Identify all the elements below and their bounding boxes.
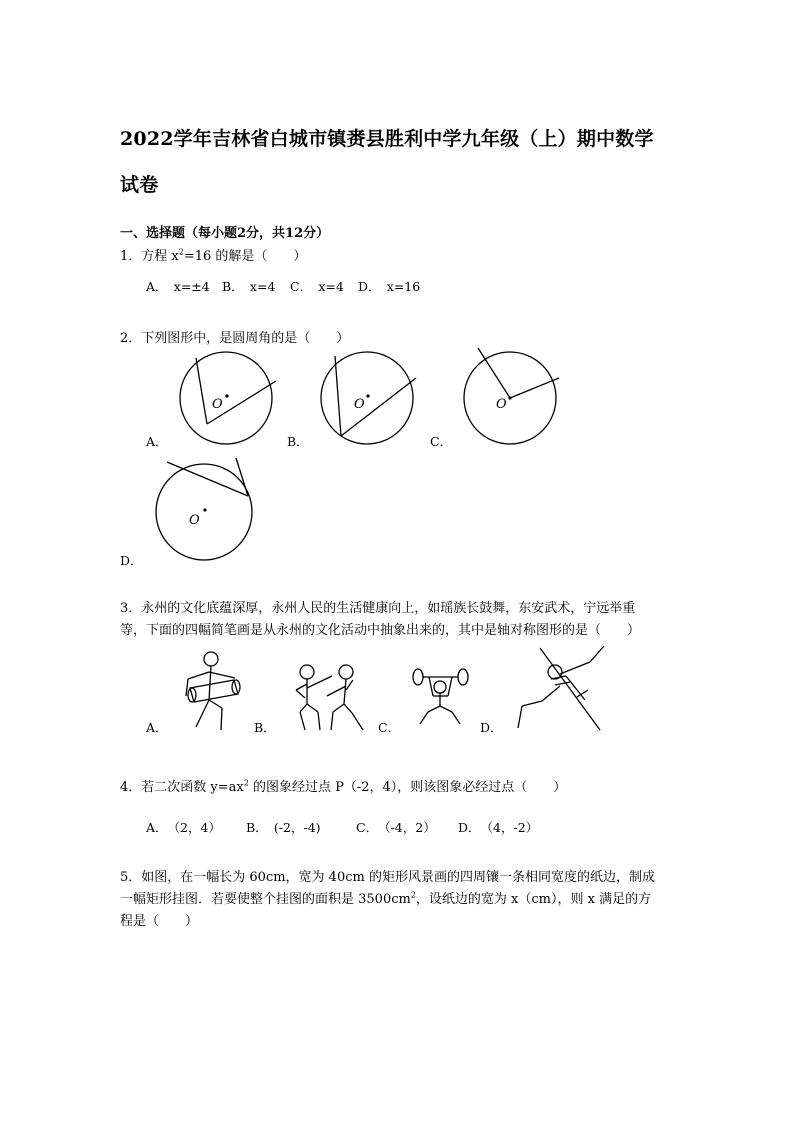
question-1: 1．方程 $x^2=16$ 的解是（ ）: [120, 247, 307, 264]
question-3-line1: 3．永州的文化底蕴深厚，永州人民的生活健康向上，如瑶族长鼓舞，东安武术，宁远举重: [120, 601, 636, 616]
q2-option-a[interactable]: A．: [146, 434, 168, 449]
page-title-continued: 试卷: [120, 174, 159, 196]
q2-option-d[interactable]: D．: [120, 553, 143, 568]
q2-c-center-label: O: [496, 397, 507, 412]
q4-option-b[interactable]: B． (-2，-4): [246, 820, 321, 835]
q1-option-c[interactable]: C． x=4: [290, 279, 344, 294]
question-4: 4．若二次函数 $y=ax^2$ 的图象经过点 P（-2，4），则该图象必经过点（ ）: [120, 778, 567, 795]
question-5-line1: 5．如图，在一幅长为 60cm，宽为 40cm 的矩形风景画的四周镶一条相同宽度的纸边，制成: [120, 870, 655, 885]
q2-option-c[interactable]: C．: [430, 434, 453, 449]
q2-a-center-label: O: [212, 397, 223, 412]
q3-option-c[interactable]: C．: [378, 720, 401, 735]
q1-option-a[interactable]: A． x=±4: [146, 279, 210, 294]
q1-option-b[interactable]: B． x=4: [222, 279, 276, 294]
q2-figure-a: [180, 352, 276, 444]
q3-figure-d: [518, 646, 604, 730]
q2-figure-c: [464, 348, 559, 444]
page-title: 2022学年吉林省白城市镇赉县胜利中学九年级（上）期中数学: [120, 128, 654, 150]
q3-figure-c: [413, 669, 468, 724]
q3-option-b[interactable]: B．: [254, 720, 276, 735]
q4-option-d[interactable]: D． （4，-2）: [458, 820, 539, 835]
q2-d-center-label: O: [189, 513, 200, 528]
q4-option-c[interactable]: C． （-4，2）: [356, 820, 436, 835]
q2-figure-b: [321, 352, 416, 444]
q3-option-a[interactable]: A．: [146, 720, 168, 735]
q3-figure-b: [296, 665, 363, 730]
question-5-line2: 一幅矩形挂图．若要使整个挂图的面积是 $3500cm^2$，设纸边的宽为 x（cm），则 x 满足的方: [120, 890, 652, 907]
section-heading: 一、选择题（每小题2分，共12分）: [120, 226, 330, 241]
q3-option-d[interactable]: D．: [480, 720, 503, 735]
q2-figure-d: [156, 458, 252, 560]
question-3-line2: 等，下面的四幅简笔画是从永州的文化活动中抽象出来的，其中是轴对称图形的是（ ）: [120, 623, 641, 638]
question-5-line3: 程是（ ）: [120, 914, 199, 929]
q3-figure-a: [186, 652, 240, 730]
q1-option-d[interactable]: D． x=16: [358, 279, 421, 294]
q4-option-a[interactable]: A． （2，4）: [146, 820, 221, 835]
q2-option-b[interactable]: B．: [287, 434, 309, 449]
q2-b-center-label: O: [354, 397, 365, 412]
question-2: 2．下列图形中，是圆周角的是（ ）: [120, 331, 350, 346]
